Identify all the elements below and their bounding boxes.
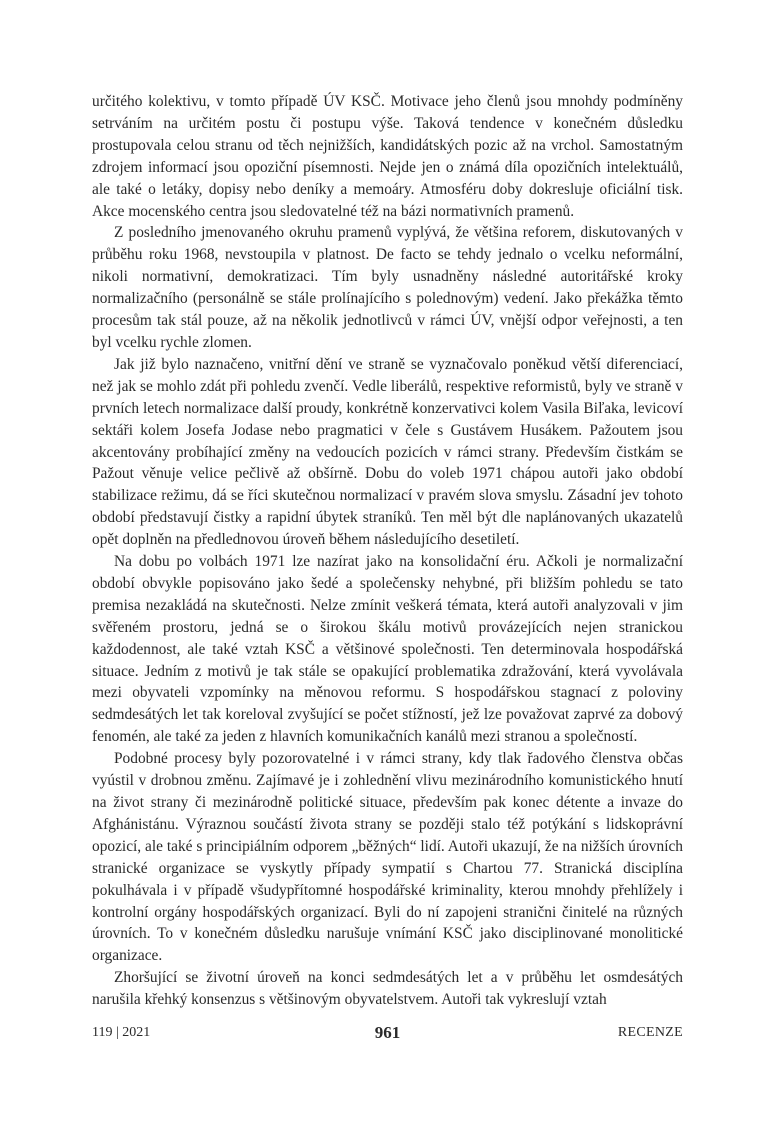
article-body	[92, 91, 683, 1011]
page-footer	[92, 1025, 683, 1047]
section-label: RECENZE	[617, 1025, 683, 1040]
paragraph: Jak již bylo naznačeno, vnitřní dění ve straně se vyznačovalo poněkud větší diferenciací, než jak se mohlo zdát při pohledu zvenčí. Vedle liberálů, respektive reformistů, byly ve straně v prvních letech normalizace další proudy, konkrétně konzervativci kolem Vasila Biľaka, levicoví sektáři kolem Josefa Jodase nebo pragmatici v čele s Gustávem Husákem. Pažoutem jsou akcentovány probíhající změny na vedoucích pozicích v rámci strany. Především čistkám se Pažout věnuje velice pečlivě až obšírně. Dobu do voleb 1971 chápou autoři jako období stabilizace režimu, dá se říci skutečnou normalizací v pravém slova smyslu. Zásadní jev tohoto období představují čistky a rapidní úbytek straníků. Ten měl být dle naplánovaných ukazatelů opět doplněn na předlednovou úroveň během následujícího desetiletí.	[92, 355, 683, 549]
page-number: 961	[374, 1023, 401, 1042]
paragraph: Podobné procesy byly pozorovatelné i v rámci strany, kdy tlak řadového členstva občas vyústil v drobnou změnu. Zajímavé je i zohlednění vlivu mezinárodního komunistického hnutí na život strany či mezinárodně politické situace, především pak konec détente a invaze do Afghánistánu. Výraznou součástí života strany se později stalo též potýkání s lidskoprávní opozicí, ale také s principiálním odporem „běžných“ lidí. Autoři ukazují, že na nižších úrovních stranické organizace se vyskytly případy sympatií s Chartou 77. Stranická disciplína pokulhávala i v případě všudypřítomné hospodářské kriminality, kterou mnohdy přehlížely i kontrolní orgány hospodářských organizací. Byli do ní zapojeni stranični činitelé na různých úrovních. To v konečném důsledku narušuje vnímání KSČ jako disciplinované monolitické organizace.	[92, 750, 683, 965]
paragraph: Z posledního jmenovaného okruhu pramenů vyplývá, že většina reforem, diskutovaných v průběhu roku 1968, nevstoupila v platnost. De facto se tehdy jednalo o vcelku neformální, nikoli normativní, demokratizaci. Tím byly usnadněny následné autoritářské kroky normalizačního (personálně se stále prolínajícího s polednovým) vedení. Jako překážka těmto procesům tak stál pouze, až na několik jednotlivců v rámci ÚV, vnější odpor veřejnosti, a ten byl vcelku rychle zlomen.	[92, 224, 683, 351]
paragraph: určitého kolektivu, v tomto případě ÚV KSČ. Motivace jeho členů jsou mnohdy podmíněny setrváním na určitém postu či postupu výše. Taková tendence v konečném důsledku prostupovala celou stranu od těch nejnižších, kandidátských pozic až na vrchol. Samostatným zdrojem informací jsou opoziční písemnosti. Nejde jen o známá díla opozičních intelektuálů, ale také o letáky, dopisy nebo deníky a memoáry. Atmosféru doby dokresluje oficiální tisk. Akce mocenského centra jsou sledovatelné též na bázi normativních pramenů.	[92, 93, 683, 220]
paragraph: Zhoršující se životní úroveň na konci sedmdesátých let a v průběhu let osmdesátých narušila křehký konsenzus s většinovým obyvatelstvem. Autoři tak vykreslují vztah	[92, 969, 683, 1009]
issue-label: 119 | 2021	[92, 1025, 151, 1040]
paragraph: Na dobu po volbách 1971 lze nazírat jako na konsolidační éru. Ačkoli je normalizační období obvykle popisováno jako šedé a společensky nehybné, při bližším pohledu se tato premisa nezakládá na skutečnosti. Nelze zmínit veškerá témata, která autoři analyzovali v jim svěřeném prostoru, jedná se o širokou škálu motivů provázejících nejen stranickou každodennost, ale také vztah KSČ a většinové společnosti. Ten determinovala hospodářská situace. Jedním z motivů je tak stále se opakující problematika zdražování, která vyvolávala mezi obyvateli vzpomínky na měnovou reformu. S hospodářskou stagnací z poloviny sedmdesátých let tak koreloval zvyšující se počet stížností, jež lze považovat zaprvé za dobový fenomén, ale také za jeden z hlavních komunikačních kanálů mezi stranou a společností.	[92, 553, 683, 746]
